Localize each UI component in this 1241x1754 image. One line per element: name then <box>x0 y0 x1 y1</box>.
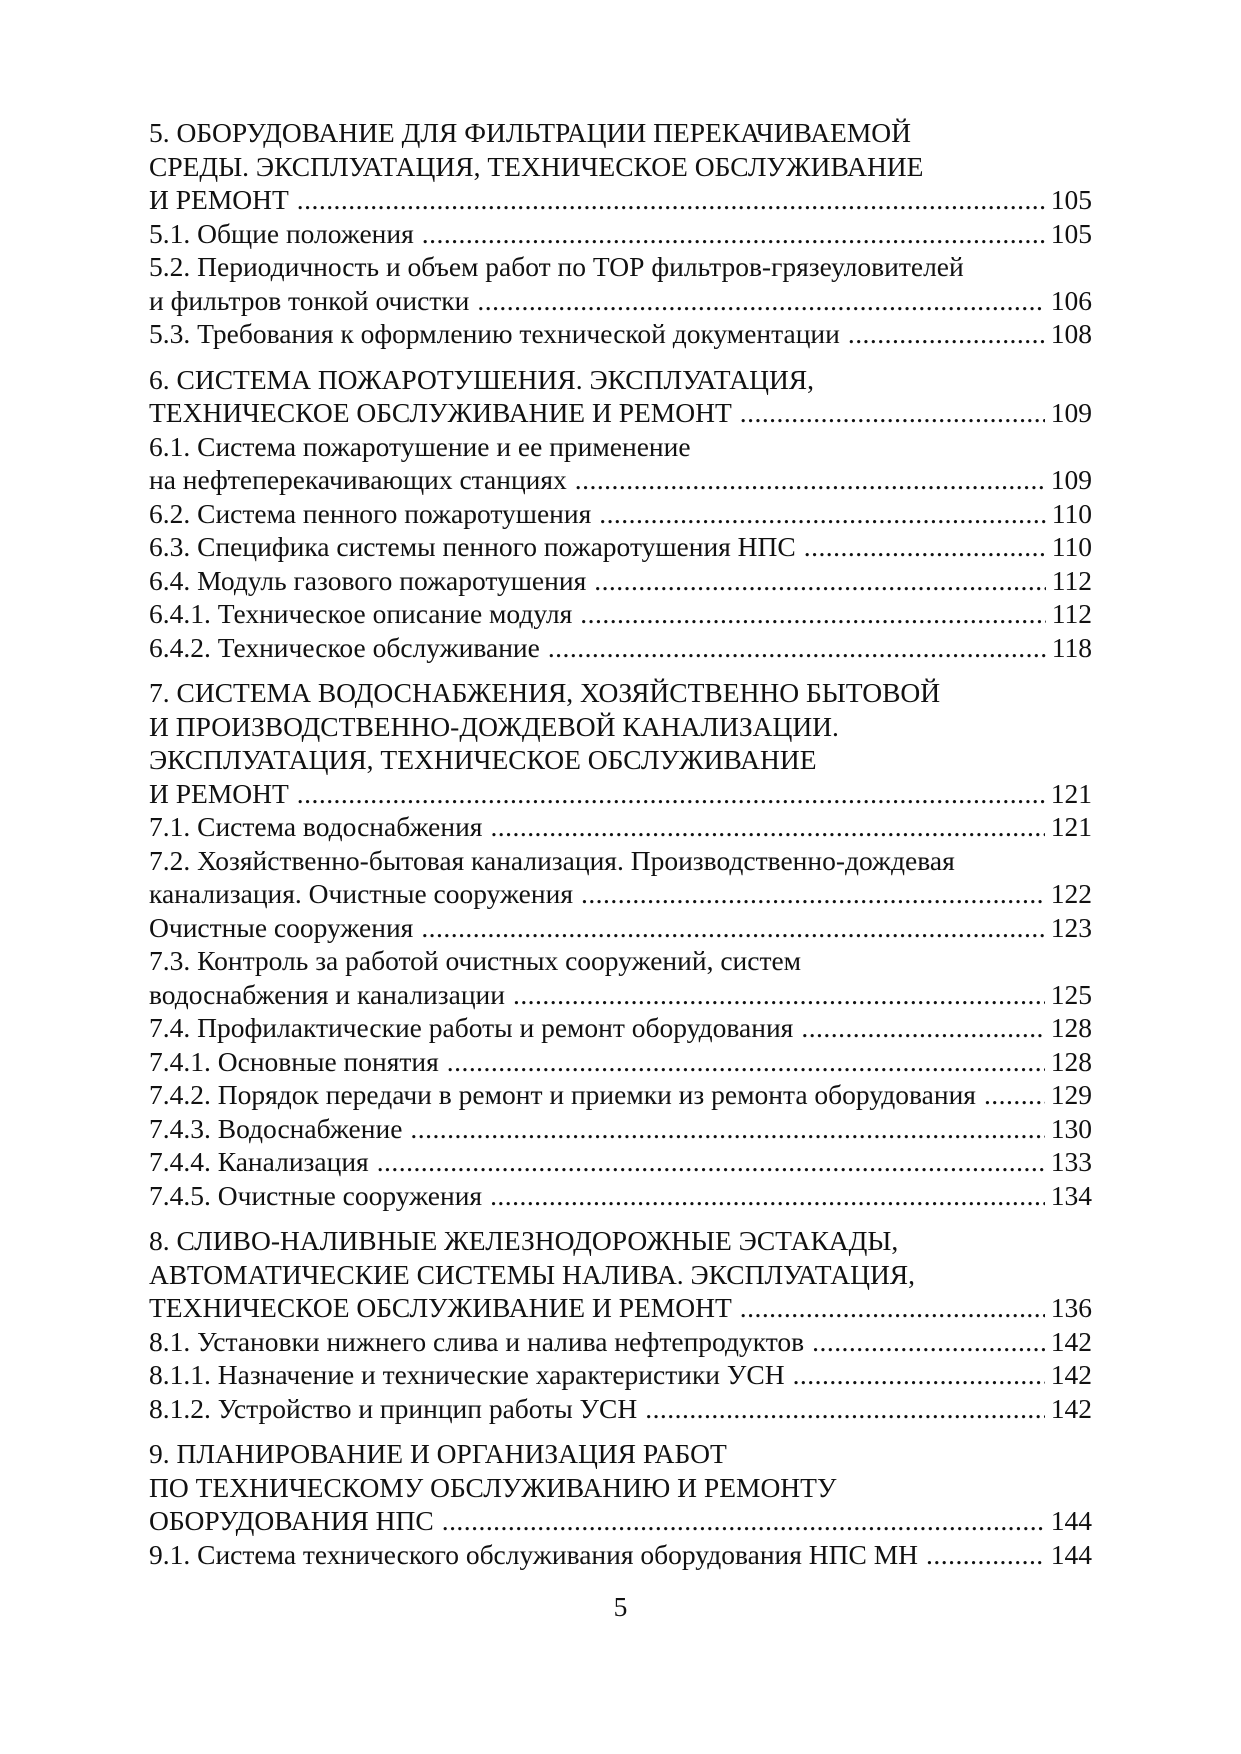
toc-entry[interactable] <box>149 116 1092 217</box>
toc-page-number: 142 <box>1050 1392 1092 1424</box>
toc-page-number: 110 <box>1051 531 1092 562</box>
toc-entry-title: 6.4. Модуль газового пожаротушения <box>149 564 587 596</box>
dot-leader <box>513 978 1045 1012</box>
toc-entry-title: 7.4.1. Основные понятия <box>149 1045 439 1077</box>
toc-entry-title-line: ПО ТЕХНИЧЕСКОМУ ОБСЛУЖИВАНИЮ И РЕМОНТУ <box>149 1471 837 1503</box>
toc-page-number: 109 <box>1050 397 1092 428</box>
toc-entry-last-line <box>149 597 1092 631</box>
toc-entry-title-line: 6. СИСТЕМА ПОЖАРОТУШЕНИЯ. ЭКСПЛУАТАЦИЯ, <box>149 363 815 395</box>
toc-entry-title-line: 5.2. Периодичность и объем работ по ТОР фильтров-грязеуловителей <box>149 251 964 282</box>
toc-entry-title: 7.4.3. Водоснабжение <box>149 1112 403 1144</box>
toc-page-number: 142 <box>1050 1325 1092 1357</box>
toc-entry[interactable] <box>149 1011 1092 1045</box>
toc-entry-title: 8.1.1. Назначение и технические характеристики УСН <box>149 1359 785 1390</box>
toc-entry-last-line <box>149 1179 1092 1213</box>
toc-page-number: 112 <box>1051 564 1092 596</box>
dot-leader <box>575 463 1045 497</box>
toc-entry[interactable] <box>149 530 1092 564</box>
toc-page-number: 109 <box>1050 464 1092 495</box>
toc-entry-last-line <box>149 183 1092 217</box>
toc-entry-last-line <box>149 1112 1092 1146</box>
toc-entry-title-line: АВТОМАТИЧЕСКИЕ СИСТЕМЫ НАЛИВА. ЭКСПЛУАТАЦИЯ, <box>149 1258 916 1290</box>
toc-entry[interactable] <box>149 944 1092 1011</box>
dot-leader <box>848 317 1045 351</box>
toc-entry-last-line <box>149 1504 1092 1538</box>
dot-leader <box>297 183 1045 217</box>
toc-entry-title-line: 5. ОБОРУДОВАНИЕ ДЛЯ ФИЛЬТРАЦИИ ПЕРЕКАЧИВАЕМОЙ <box>149 117 912 148</box>
toc-entry-title: 6.2. Система пенного пожаротушения <box>149 497 592 529</box>
dot-leader <box>377 1145 1045 1179</box>
toc-page-number: 105 <box>1050 184 1092 215</box>
dot-leader <box>447 1045 1045 1079</box>
toc-entry[interactable] <box>149 430 1092 497</box>
dot-leader <box>581 877 1045 911</box>
dot-leader <box>740 1291 1045 1325</box>
toc-entry-title-line: 7. СИСТЕМА ВОДОСНАБЖЕНИЯ, ХОЗЯЙСТВЕННО БЫТОВОЙ <box>149 677 941 708</box>
toc-entry-title-line: 7.2. Хозяйственно-бытовая канализация. Производственно-дождевая <box>149 844 955 876</box>
toc-entry[interactable] <box>149 317 1092 351</box>
toc-entry-title-line: И ПРОИЗВОДСТВЕННО-ДОЖДЕВОЙ КАНАЛИЗАЦИИ. <box>149 710 839 742</box>
toc-entry[interactable] <box>149 363 1092 430</box>
toc-entry-title: Очистные сооружения <box>149 911 414 943</box>
toc-entry-title: ОБОРУДОВАНИЯ НПС <box>149 1505 434 1536</box>
dot-leader <box>490 810 1044 844</box>
toc-entry-title: 9.1. Система технического обслуживания оборудования НПС МН <box>149 1538 919 1570</box>
toc-entry-title-line: 9. ПЛАНИРОВАНИЕ И ОРГАНИЗАЦИЯ РАБОТ <box>149 1438 727 1469</box>
toc-entry-last-line <box>149 810 1092 844</box>
toc-entry-last-line <box>149 1325 1092 1359</box>
dot-leader <box>594 564 1046 598</box>
toc-section <box>149 1224 1092 1425</box>
toc-entry[interactable] <box>149 1538 1092 1572</box>
toc-entry-last-line <box>149 1011 1092 1045</box>
toc-entry[interactable] <box>149 1392 1092 1426</box>
dot-leader <box>801 1011 1044 1045</box>
toc-entry-title: 8.1. Установки нижнего слива и налива нефтепродуктов <box>149 1325 805 1357</box>
toc-entry-title: 8.1.2. Устройство и принцип работы УСН <box>149 1392 638 1424</box>
dot-leader <box>926 1538 1045 1572</box>
toc-section <box>149 676 1092 1212</box>
toc-page-number: 128 <box>1050 1012 1092 1043</box>
toc-entry-last-line <box>149 463 1092 497</box>
toc-entry-title: 5.1. Общие положения <box>149 217 414 249</box>
toc-entry[interactable] <box>149 676 1092 810</box>
dot-leader <box>793 1358 1045 1392</box>
toc-entry-title: 7.4. Профилактические работы и ремонт оборудования <box>149 1012 794 1043</box>
toc-entry-last-line <box>149 1392 1092 1426</box>
toc-page-number: 106 <box>1050 284 1092 316</box>
toc-entry-title: 7.4.4. Канализация <box>149 1146 369 1177</box>
toc-entry-last-line <box>149 497 1092 531</box>
toc-entry-title: 6.4.1. Техническое описание модуля <box>149 598 573 629</box>
dot-leader <box>421 911 1044 945</box>
toc-entry-title: 6.3. Специфика системы пенного пожаротушения НПС <box>149 531 796 562</box>
dot-leader <box>599 497 1046 531</box>
toc-entry[interactable] <box>149 217 1092 251</box>
toc-entry-last-line <box>149 1291 1092 1325</box>
toc-entry[interactable] <box>149 497 1092 531</box>
toc-entry[interactable] <box>149 810 1092 844</box>
dot-leader <box>442 1504 1045 1538</box>
toc-page-number: 144 <box>1050 1505 1092 1536</box>
toc-entry-last-line <box>149 1538 1092 1572</box>
toc-page-number: 128 <box>1050 1045 1092 1077</box>
toc-entry-title: ТЕХНИЧЕСКОЕ ОБСЛУЖИВАНИЕ И РЕМОНТ <box>149 397 732 428</box>
toc-entry-last-line <box>149 1045 1092 1079</box>
toc-entry-last-line <box>149 911 1092 945</box>
toc-page-number: 121 <box>1050 777 1092 809</box>
toc-entry-last-line <box>149 396 1092 430</box>
toc-entry-title: 6.4.2. Техническое обслуживание <box>149 631 540 663</box>
dot-leader <box>490 1179 1045 1213</box>
toc-entry[interactable] <box>149 564 1092 598</box>
toc-entry-last-line <box>149 631 1092 665</box>
toc-entry-last-line <box>149 284 1092 318</box>
toc-entry-title: 5.3. Требования к оформлению технической документации <box>149 318 840 349</box>
toc-entry-title: водоснабжения и канализации <box>149 978 505 1010</box>
page-number: 5 <box>613 1591 628 1622</box>
dot-leader <box>580 597 1045 631</box>
toc-entry[interactable] <box>149 1078 1092 1112</box>
toc-entry-title: 7.1. Система водоснабжения <box>149 811 483 842</box>
toc-entry-last-line <box>149 530 1092 564</box>
toc-entry[interactable] <box>149 250 1092 317</box>
toc-entry-last-line <box>149 1078 1092 1112</box>
dot-leader <box>984 1078 1045 1112</box>
toc-page-number: 112 <box>1051 598 1092 629</box>
toc-entry-title: и фильтров тонкой очистки <box>149 284 470 316</box>
toc-entry-last-line <box>149 217 1092 251</box>
toc-page-number: 125 <box>1050 978 1092 1010</box>
toc-entry[interactable] <box>149 1224 1092 1325</box>
toc-page-number: 134 <box>1050 1179 1092 1211</box>
toc-page-number: 129 <box>1050 1079 1092 1110</box>
toc-entry[interactable] <box>149 1358 1092 1392</box>
toc-page-number: 123 <box>1050 911 1092 943</box>
dot-leader <box>410 1112 1044 1146</box>
toc-entry-last-line <box>149 1145 1092 1179</box>
toc-entry-title: И РЕМОНТ <box>149 777 289 809</box>
toc-entry-last-line <box>149 777 1092 811</box>
dot-leader <box>548 631 1046 665</box>
toc-entry[interactable] <box>149 1045 1092 1079</box>
toc-page-number: 110 <box>1051 497 1092 529</box>
toc-entry-last-line <box>149 564 1092 598</box>
toc-entry[interactable] <box>149 1437 1092 1538</box>
toc-entry-title-line: СРЕДЫ. ЭКСПЛУАТАЦИЯ, ТЕХНИЧЕСКОЕ ОБСЛУЖИВАНИЕ <box>149 150 924 182</box>
dot-leader <box>804 530 1046 564</box>
toc-page-number: 133 <box>1050 1146 1092 1177</box>
toc-entry-title: 7.4.2. Порядок передачи в ремонт и приемки из ремонта оборудования <box>149 1079 976 1110</box>
toc-entry-title-line: 8. СЛИВО-НАЛИВНЫЕ ЖЕЛЕЗНОДОРОЖНЫЕ ЭСТАКАДЫ, <box>149 1225 899 1256</box>
toc-entry-title-line: 7.3. Контроль за работой очистных сооружений, систем <box>149 945 802 976</box>
toc-entry[interactable] <box>149 1325 1092 1359</box>
toc-entry[interactable] <box>149 597 1092 631</box>
toc-entry-last-line <box>149 1358 1092 1392</box>
toc-entry-last-line <box>149 317 1092 351</box>
toc-page-number: 108 <box>1050 318 1092 349</box>
toc-entry-title: канализация. Очистные сооружения <box>149 878 573 909</box>
toc-page-number: 122 <box>1050 878 1092 909</box>
toc-entry-last-line <box>149 877 1092 911</box>
toc-section <box>149 1437 1092 1571</box>
toc-entry[interactable] <box>149 844 1092 911</box>
toc-page-number: 142 <box>1050 1359 1092 1390</box>
toc-entry[interactable] <box>149 1112 1092 1146</box>
toc-entry[interactable] <box>149 1145 1092 1179</box>
toc-entry-title: 7.4.5. Очистные сооружения <box>149 1179 483 1211</box>
dot-leader <box>812 1325 1045 1359</box>
toc-entry-title-line: 6.1. Система пожаротушение и ее применение <box>149 430 691 462</box>
dot-leader <box>422 217 1045 251</box>
toc-entry-title: ТЕХНИЧЕСКОЕ ОБСЛУЖИВАНИЕ И РЕМОНТ <box>149 1292 732 1323</box>
toc-page-number: 118 <box>1051 631 1092 663</box>
table-of-contents <box>149 116 1092 1583</box>
toc-page-number: 105 <box>1050 217 1092 249</box>
toc-entry[interactable] <box>149 631 1092 665</box>
toc-entry-title: И РЕМОНТ <box>149 184 289 215</box>
dot-leader <box>297 777 1045 811</box>
toc-page-number: 121 <box>1050 811 1092 842</box>
dot-leader <box>740 396 1045 430</box>
toc-section <box>149 363 1092 665</box>
toc-entry[interactable] <box>149 1179 1092 1213</box>
toc-entry[interactable] <box>149 911 1092 945</box>
toc-section <box>149 116 1092 351</box>
dot-leader <box>477 284 1044 318</box>
toc-page-number: 136 <box>1050 1292 1092 1323</box>
toc-entry-title: на нефтеперекачивающих станциях <box>149 464 567 495</box>
dot-leader <box>645 1392 1045 1426</box>
toc-page-number: 144 <box>1050 1538 1092 1570</box>
toc-entry-title-line: ЭКСПЛУАТАЦИЯ, ТЕХНИЧЕСКОЕ ОБСЛУЖИВАНИЕ <box>149 744 817 775</box>
toc-page-number: 130 <box>1050 1112 1092 1144</box>
toc-entry-last-line <box>149 978 1092 1012</box>
